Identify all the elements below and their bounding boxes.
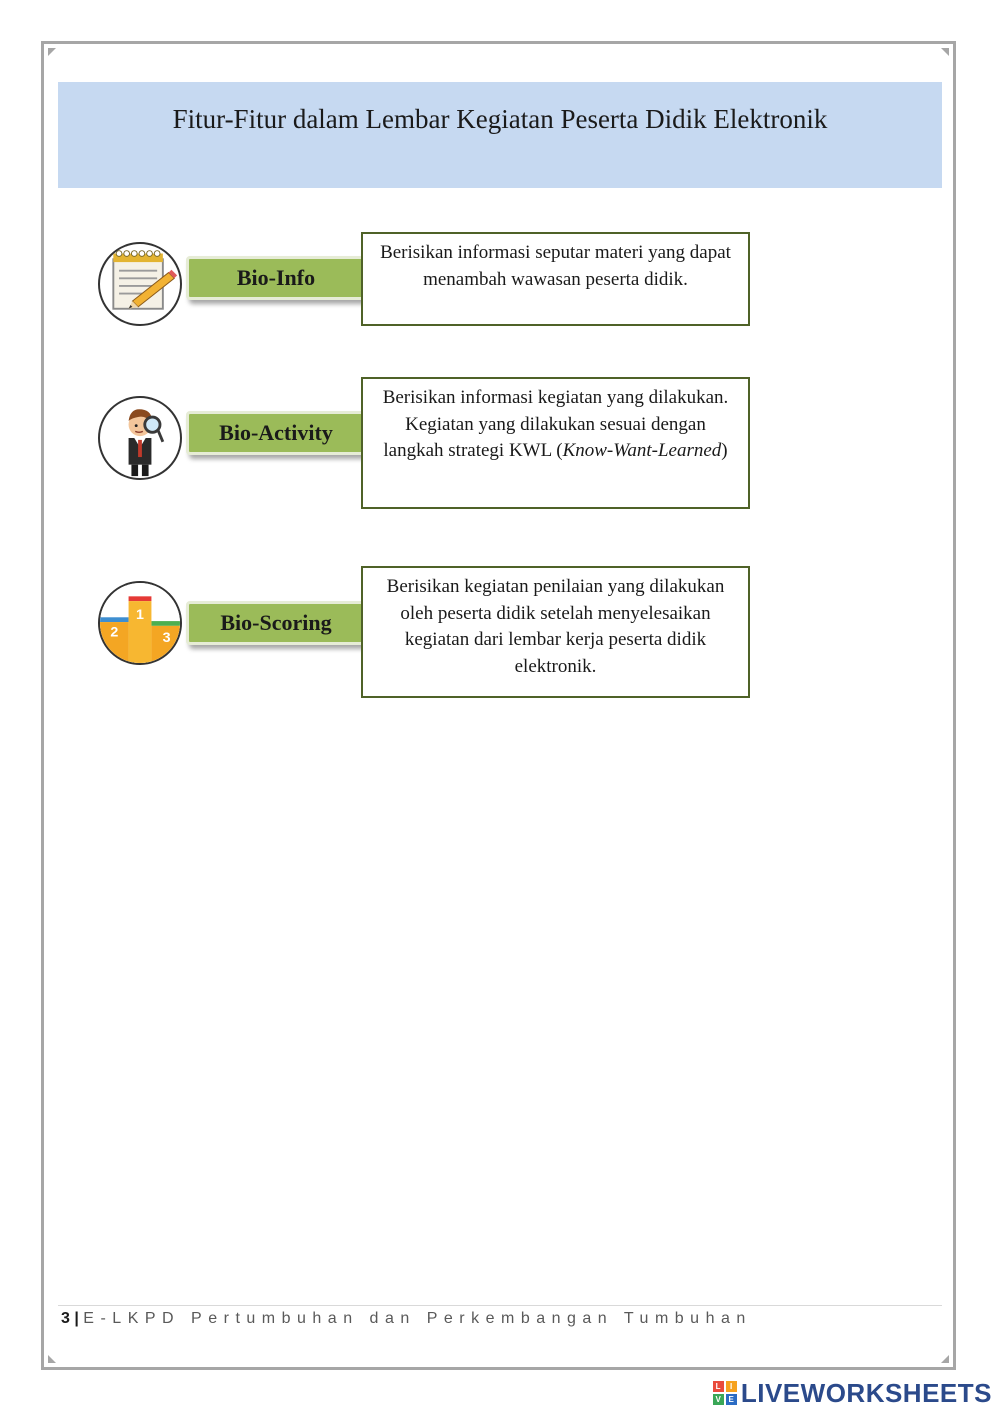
page-title: Fitur-Fitur dalam Lembar Kegiatan Peserta Didik Elektronik	[172, 104, 828, 134]
page-number: 3	[61, 1310, 70, 1327]
frame-corner	[941, 1355, 949, 1363]
page-footer	[61, 1310, 752, 1328]
frame-corner	[48, 48, 56, 56]
feature-label-bio-info: Bio-Info	[186, 256, 366, 300]
logo-letter: V	[713, 1394, 724, 1405]
feature-description-text-end: )	[721, 440, 728, 461]
feature-description-bio-activity	[361, 377, 750, 509]
feature-label-bio-activity: Bio-Activity	[186, 411, 366, 455]
footer-divider	[58, 1305, 942, 1306]
footer-separator: |	[74, 1310, 79, 1327]
liveworksheets-logo-icon	[713, 1381, 737, 1405]
logo-letter: E	[726, 1394, 737, 1405]
podium-second-place: 2	[110, 624, 119, 641]
logo-letter: L	[713, 1381, 724, 1392]
podium-icon	[98, 581, 182, 665]
feature-description-bio-scoring	[361, 566, 750, 698]
detective-magnifier-icon	[98, 396, 182, 480]
notepad-pencil-icon	[98, 242, 182, 326]
feature-description-text: Berisikan informasi kegiatan yang dilakukan. Kegiatan yang dilakukan sesuai dengan langkah strategi KWL (	[382, 387, 729, 461]
podium-first-place: 1	[136, 607, 144, 624]
brand-name: LIVEWORKSHEETS	[740, 1377, 992, 1408]
header-banner	[58, 82, 942, 188]
feature-description-italic: Know-Want-Learned	[562, 440, 722, 461]
feature-description-text: Berisikan kegiatan penilaian yang dilakukan oleh peserta didik setelah menyelesaikan kegiatan dari lembar kerja peserta didik elektronik.	[386, 576, 725, 677]
logo-letter: I	[726, 1381, 737, 1392]
feature-description-text: Berisikan informasi seputar materi yang dapat menambah wawasan peserta didik.	[380, 242, 731, 290]
footer-title: E-LKPD Pertumbuhan dan Perkembangan Tumbuhan	[83, 1310, 752, 1327]
liveworksheets-brand[interactable]	[713, 1378, 992, 1408]
frame-corner	[48, 1355, 56, 1363]
feature-label-bio-scoring: Bio-Scoring	[186, 601, 366, 645]
feature-description-bio-info	[361, 232, 750, 326]
frame-corner	[941, 48, 949, 56]
podium-third-place: 3	[162, 630, 171, 647]
